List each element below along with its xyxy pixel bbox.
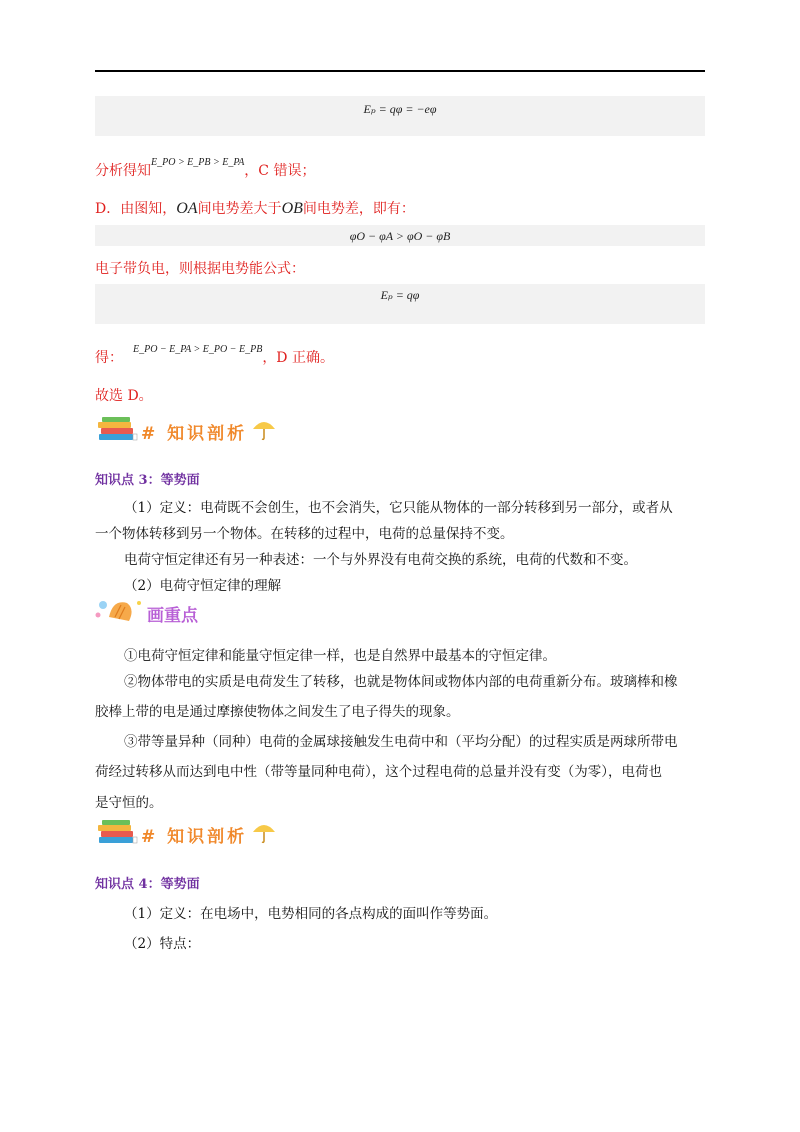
kp3-paragraph: （1）定义：电荷既不会创生，也不会消失，它只能从物体的一部分转移到另一部分，或者从 [124, 500, 673, 516]
result-line [95, 344, 334, 367]
point-item: 胶棒上带的电是通过摩擦使物体之间发生了电子得失的现象。 [95, 704, 460, 720]
equation: φO − φA > φO − φB [349, 229, 451, 243]
books-icon [97, 818, 141, 850]
books-icon [97, 415, 141, 447]
inline-math: E_PO > E_PB > E_PA [151, 157, 245, 168]
result-suffix: ，D 正确。 [262, 350, 334, 366]
option-d-line [95, 198, 415, 218]
umbrella-icon [251, 417, 277, 445]
highlight-label [95, 595, 198, 631]
result-prefix: 得： [95, 350, 123, 366]
kp3-title: 知识点 3：等势面 [95, 473, 200, 488]
analysis-prefix: 分析得知 [95, 163, 151, 179]
inline-math: E_PO − E_PA > E_PO − E_PB [133, 344, 263, 355]
analysis-line [95, 157, 316, 180]
kp3-paragraph: 电荷守恒定律还有另一种表述：一个与外界没有电荷交换的系统，电荷的代数和不变。 [124, 552, 637, 568]
formula-intro-line: 电子带负电，则根据电势能公式： [95, 261, 305, 277]
segment-oa: OA [176, 200, 198, 217]
kp4-paragraph: （2）特点： [124, 936, 201, 952]
banner-title: # 知识剖析 [141, 423, 248, 444]
point-item: ②物体带电的实质是电荷发生了转移，也就是物体间或物体内部的电荷重新分布。玻璃棒和橡 [124, 674, 678, 690]
answer-line: 故选 D。 [95, 388, 153, 404]
point-item: 荷经过转移从而达到电中性（带等量同种电荷），这个过程电荷的总量并没有变（为零），电荷也 [95, 764, 662, 780]
section-banner [97, 415, 277, 447]
point-item: ①电荷守恒定律和能量守恒定律一样，也是自然界中最基本的守恒定律。 [124, 648, 556, 664]
banner-title: # 知识剖析 [141, 826, 248, 847]
equation: Eₚ = qφ = −eφ [363, 102, 437, 116]
segment-ob: OB [281, 200, 303, 217]
header-rule [95, 70, 705, 72]
kp4-title: 知识点 4：等势面 [95, 877, 200, 892]
option-d-prefix: D．由图知， [95, 201, 177, 217]
highlight-text: 画重点 [147, 605, 198, 626]
kp3-paragraph: （2）电荷守恒定律的理解 [124, 578, 282, 594]
equation-box [95, 96, 705, 136]
equation-box [95, 284, 705, 324]
section-banner [97, 818, 277, 850]
point-item: ③带等量异种（同种）电荷的金属球接触发生电荷中和（平均分配）的过程实质是两球所带电 [124, 734, 678, 750]
option-d-mid: 间电势差大于 [197, 201, 282, 217]
equation-box [95, 225, 705, 246]
equation: Eₚ = qφ [380, 288, 420, 302]
kp3-paragraph: 一个物体转移到另一个物体。在转移的过程中，电荷的总量保持不变。 [95, 526, 514, 542]
option-d-suffix: 间电势差，即有： [302, 201, 415, 217]
analysis-suffix: ，C 错误； [244, 163, 316, 179]
shell-icon [95, 595, 147, 631]
point-item: 是守恒的。 [95, 795, 163, 811]
umbrella-icon [251, 820, 277, 848]
kp4-paragraph: （1）定义：在电场中，电势相同的各点构成的面叫作等势面。 [124, 906, 498, 922]
